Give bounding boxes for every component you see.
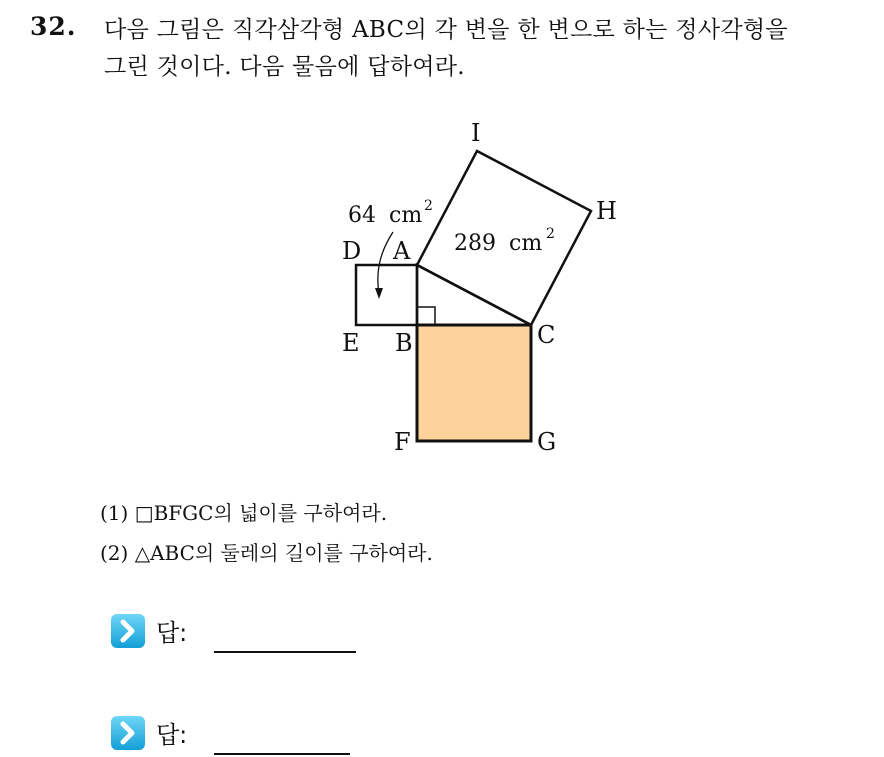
label-a: A: [393, 237, 411, 265]
answer-label-2: 답:: [156, 721, 188, 749]
area-small-value: 64: [348, 203, 376, 228]
area-pointer-arrow: [378, 232, 393, 294]
label-d: D: [342, 237, 362, 265]
answer-label-1: 답:: [156, 619, 188, 647]
area-small-unit: cm: [389, 203, 423, 228]
square-bfgc: [417, 325, 531, 441]
label-f: F: [394, 428, 411, 456]
subquestion-1: (1) □BFGC의 넓이를 구하여라.: [100, 501, 388, 525]
answer-blank-2[interactable]: [214, 753, 350, 755]
answer-blank-1[interactable]: [214, 651, 356, 653]
square-adeb: [356, 265, 417, 325]
answer-row-2: [110, 713, 410, 753]
label-e: E: [342, 329, 360, 357]
area-small-exponent: 2: [424, 198, 433, 214]
area-large-unit: cm: [509, 231, 543, 256]
label-b: B: [395, 329, 413, 357]
label-h: H: [596, 197, 617, 225]
question-line-1: 다음 그림은 직각삼각형 ABC의 각 변을 한 변으로 하는 정사각형을: [104, 17, 788, 43]
square-acih: [417, 151, 591, 325]
label-c: C: [537, 321, 556, 349]
subquestion-2: (2) △ABC의 둘레의 길이를 구하여라.: [100, 541, 433, 565]
answer-row-1: [110, 611, 410, 651]
question-line-2: 그린 것이다. 다음 물음에 답하여라.: [104, 54, 465, 80]
question-number: 32.: [30, 12, 77, 41]
arrow-head: [375, 288, 383, 299]
label-i: I: [471, 119, 481, 147]
chevron-right-icon: [110, 613, 146, 649]
label-g: G: [537, 428, 557, 456]
area-large-value: 289: [454, 231, 496, 256]
area-large-exponent: 2: [546, 226, 555, 242]
chevron-right-icon: [110, 715, 146, 751]
right-angle-mark: [417, 307, 435, 325]
